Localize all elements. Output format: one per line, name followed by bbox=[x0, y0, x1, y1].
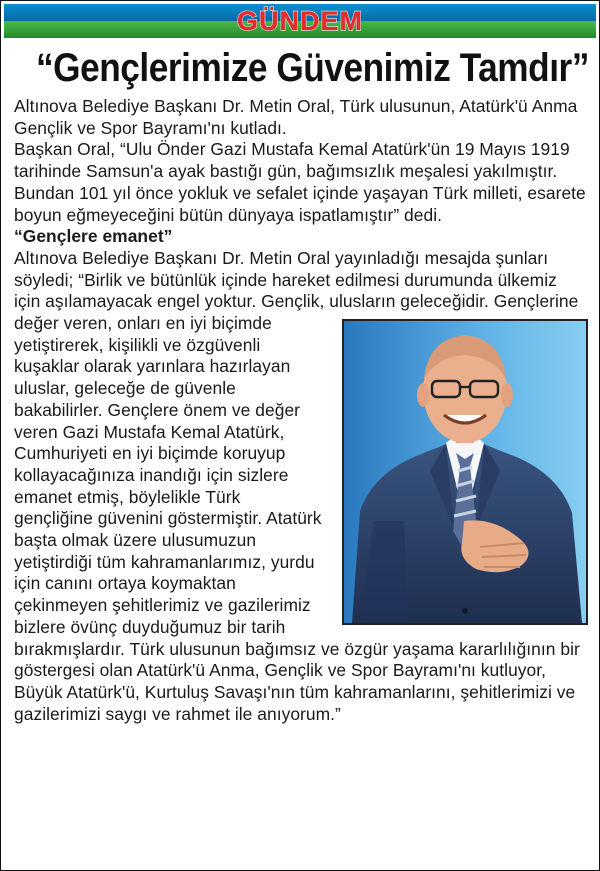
portrait-illustration bbox=[344, 321, 586, 623]
article-paragraph-3-wrap bbox=[14, 248, 588, 725]
section-label: GÜNDEM bbox=[237, 6, 363, 36]
article-paragraph-1: Altınova Belediye Başkanı Dr. Metin Oral, Türk ulusunun, Atatürk'ü Anma Gençlik ve Spor Bayramı'nı kutladı. bbox=[14, 96, 578, 138]
article-paragraph-3-rest: ulusların geleceğidir. Gençlerine değer veren, onları en iyi biçimde yetiştirerek, kişilikli ve özgüvenli kuşaklar olarak yarınlara hazırlayan uluslar, geleceğe de güvenle bakabilirler. Gençlere önem ve değer veren Gazi Mustafa Kemal Atatürk, Cumhuriyeti en iyi biçimde koruyup kollayacağınıza inandığı için sizlere emanet etmiş, böylelikle Türk gençliğine güvenini göstermiştir. Atatürk başta olmak üzere ulusumuzun yetiştirdiği tüm kahramanlarımız, yurdu için canını ortaya koymaktan çekinmeyen şehitlerimiz ve gazilerimiz bizlere övünç duyduğumuz bir tarih bırakmışlardır. Türk ulusunun bağımsız ve özgür yaşama kararlılığının bir göstergesi olan Atatürk'ü Anma, Gençlik ve Spor Bayramı'nı kutluyor, Büyük Atatürk'ü, Kurtuluş Savaşı'nın tüm kahramanlarını, şehitlerimizi ve gazilerimizi saygı ve rahmet ile anıyorum.” bbox=[14, 291, 580, 724]
portrait-photo bbox=[342, 319, 588, 625]
article-subheading: “Gençlere emanet” bbox=[14, 226, 173, 247]
article-paragraph-3-start: Altınova Belediye Başkanı Dr. Metin Oral yayınladığı mesajda şunları söyledi; “Birlik ve bütünlük içinde hareket edilmesi durumunda ülkemiz için aşılamayacak engel yoktur. Gençlik, bbox=[14, 247, 557, 312]
article-body bbox=[14, 96, 588, 725]
article-paragraph-2: Başkan Oral, “Ulu Önder Gazi Mustafa Kemal Atatürk'ün 19 Mayıs 1919 tarihinde Samsun'a ayak bastığı gün, bağımsızlık meşalesi yakılmıştır. Bundan 101 yıl önce yokluk ve sefalet içinde yaşayan Türk milleti, esarete boyun eğmeyeceğini bütün dünyaya ispatlamıştır” dedi. bbox=[14, 139, 586, 225]
article-headline: “Gençlerimize Güvenimiz Tamdır” bbox=[36, 46, 589, 90]
section-banner bbox=[4, 4, 596, 38]
